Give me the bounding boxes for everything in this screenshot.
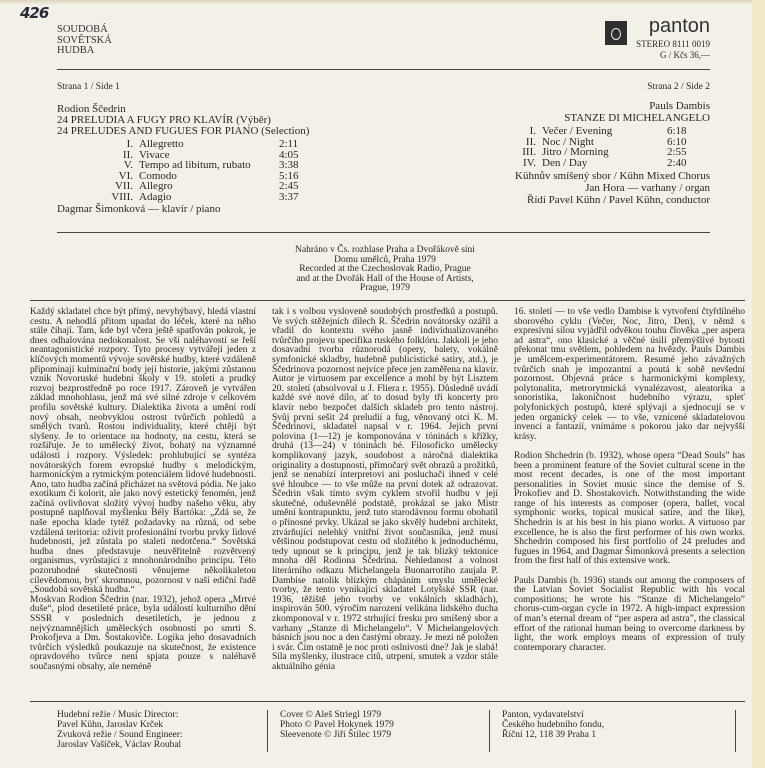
track-duration: 6:10 (667, 135, 687, 148)
performer: Řídí Pavel Kühn / Pavel Kühn, conductor (526, 194, 710, 206)
note-paragraph: tak i s volbou vysloveně soudobých prostředků a postupů. Ve svých stěžejních dílech R. Ščedrin novátorsky ozářil a vřadil do kontextu svého jasně individualizovaného tvůrčího projevu specifika ruského folklóru. Jakkoli je jeho dosavadní tvorba různorodá (opery, balety, vokálně symfonické skladby, hudebně publicistické satiry, atd.), je Ščedrinova pozornost nejvíce přece jen zaměřena na klavír. Autor je virtuosem par excellence a mohl by být Lisztem 20. století (absolvoval u J. Fliera r. 1955). Důsledně uvádí každé své nové dílo, ať to dosud byly tři koncerty pro klavír nebo bezpočet dalších skladeb pro tento nástroj. Svůj první sešit 24 preludií a fug, věnovaný otci K. M. Ščedrinovi, skladatel napsal v r. 1964. Jejich první polovina (1—12) je komponována v tóninách s křížky, druhá (13—24) v tóninách bé. Filosoficko umělecky komplikovaný jazyk, soudobost a náročná dialektika originality a dostupnosti, přímočarý svět obrazů a prožitků, jenž se nenabízí interpretovi ani posluchači ihned v celé své hloubce — to vše může na první dotek až odrazovat. Ščedrin však tímto svým cyklem stvořil hudbu v její skutečné, oduševnělé podstatě, prokázal se jako Mistr umění kontrapunktu, jenž tuto starodávnou formu obohatil o přínosné prvky. Ukázal se jako skvělý hudební architekt, ztvárňující nelehký vnitřní život současníka, jenž musí většinou podstupovat cestu od složitého k jednoduchému, tedy upnout se k principu, jenž je tak blízký tektonice mnoha děl Rodiona Ščedrina. Nehledanost a volnost literárního odkazu Michelangela Buonarrotiho zaujala P. Dambise natolik blízkým chápáním smyslu umělecké tvorby, že tento vynikající skladatel Lotyšské SSR (nar. 1936, těžiště jeho tvorby ve vokálních skladbách), inspirován 500. výročím narození velikána lidského ducha zkomponoval v r. 1972 strhující fresku pro smíšený sbor a varhany „Stanze di Michelangelo“. V Michelangelových básních jsou noc a den častými obrazy. Je mezi ně položen i svár. Čím ostatně je noc proti oslnivosti dne? Jak je slabá! Síla myšlenky, ilustrace citů, utrpení, smutek a vzdor stále aktuálního génia (272, 307, 498, 672)
credit-line: Pavel Kühn, Jaroslav Krček (57, 720, 164, 730)
credit-line: Říční 12, 118 39 Praha 1 (502, 730, 597, 740)
recording-info (250, 246, 520, 294)
credit-line: Cover © Aleš Striegl 1979 (280, 710, 382, 720)
sleeve-edge-strip (752, 0, 765, 768)
track-number: VII. (114, 180, 133, 192)
composer: Rodion Ščedrin (57, 103, 126, 115)
series-line: HUDBA (57, 45, 95, 56)
work-title: STANZE DI MICHELANGELO (564, 112, 710, 124)
track-title: Allegretto (139, 138, 184, 150)
sleeve-notes-col3 (514, 308, 745, 653)
sleeve-notes-col1 (30, 308, 256, 673)
recording-line: and at the Dvořák Hall of the House of Artists, (296, 273, 474, 284)
divider (57, 232, 710, 233)
note-paragraph: Rodion Shchedrin (b. 1932), whose opera “Dead Souls” has been a prominent feature of the Soviet cultural scene in the most recent decades, is one of the most important personalities in Soviet music since the demise of S. Prokofiev and D. Shostakovich. Notwithstanding the wide range of his interests as composer (opera, ballet, vocal symphonic works, topical musical satire, and the like), Shchedrin is at his best in his piano works. A virtuoso par excellence, he is also the first performer of his own works. Shchedrin composed his first portfolio of 24 preludes and fugues in 1964, and Dagmar Šimonková presents a selection from the first half of this extensive work. (514, 450, 745, 567)
divider (267, 710, 268, 752)
track-number: I. (126, 138, 133, 150)
divider (735, 710, 736, 752)
side2-heading: Strana 2 / Side 2 (647, 82, 710, 92)
handwritten-number: 426 (20, 4, 49, 22)
track-title: Comodo (139, 169, 177, 182)
track-duration: 2:40 (667, 156, 687, 169)
work-title-cz: 24 PRELUDIA A FUGY PRO KLAVÍR (Výběr) (57, 114, 271, 126)
note-paragraph: Moskvan Rodion Ščedrin (nar. 1932), jehož opera „Mrtvé duše“, plod desetileté práce, byla událostí kulturního dění SSSR v posledních desetiletích, je jednou z nejvýznamnějších uměleckých osobností po smrti S. Prokofjeva a Dm. Šostakoviče. Logika jeho dosavadních tvůrčích výsledků poukazuje na skutečnost, že existence opravdového tvůrce není spjata pouze s naléhavě současnými obsahy, ale neméně (30, 594, 256, 672)
composer: Pauls Dambis (649, 100, 710, 112)
recording-line: Prague, 1979 (359, 283, 411, 294)
panton-logo (605, 15, 710, 60)
track-title: Den / Day (542, 156, 588, 169)
credit-line: Zvuková režie / Sound Engineer: (57, 730, 183, 740)
track-duration: 2:11 (279, 138, 299, 150)
track-number: II. (122, 148, 133, 161)
track-title: Allegro (139, 180, 173, 192)
series-title (57, 25, 112, 57)
track-title: Adagio (139, 190, 172, 203)
recording-line: Recorded at the Czechoslovak Radio, Prague (299, 264, 471, 275)
note-paragraph: Každý skladatel chce být přímý, nevyhýbavý, hledá vlastní cestu. A nehodlá přitom upadat do léček, které na něho stále číhají. Tam, kde byl včera ještě spatřován pokrok, je dnes odhalována nedokonalost. Se vší naléhavostí se řeší neantagonistické rozpory. Tyto procesy vytvářejí jeden z klíčových momentů vývoje sovětské hudby, které vzdáleně připomínají kulminační body její historie, jakými zůstanou vznik Novoruské hudební školy v 19. století a prudký rozvoj bezprostředně po roce 1917. Zároveň je vytvářen základ mnohohlasu, jenž má své silné zdroje v celkovém profilu sovětské kultury. Dialektika života a umění rodí nový obsah, neobvyklou ostrost tvůrčích pohledů a smělých tvarů. Rostou individuality, které chtějí být slyšeny. Je to orientace na hodnoty, na cestu, která se rozšiřuje. Je to umělecký život, bohatý na významné události i rozpory. Výsledek: prohlubující se syntéza novátorských forem evropské hudby s melodickým, harmonickým a rytmickým potenciálem lidové hudebnosti. Ano, tato hudba začíná přicházet na světová pódia. Ne jako exotikum či kolorit, ale jako nový estetický fenomén, jenž začíná ovlivňovat složitý vývoj hudby našeho věku, aby postupně naplňoval myšlenku Bély Bartóka: „Zdá se, že naše epocha klade tytéž požadavky na různá, od sebe vzdálená teritoria: oživit profesionální tvorbu prvky lidové hudebnosti, jež zůstala po staletí nedotčena.“ Sovětská hudba dnes představuje neuvěřitelně rozvětvený organismus, vyrůstající z mnohonárodního principu. Této pozoruhodné skutečnosti věnujeme několikaletou cílevědomou, byť skromnou, pozornost v naší ediční řadě „Soudobá sovětská hudba.“ (30, 307, 256, 596)
track-row (97, 181, 299, 192)
divider (489, 710, 490, 752)
label-name: panton (648, 15, 710, 37)
performer: Dagmar Šimonková — klavír / piano (57, 203, 221, 215)
track-title: Večer / Evening (542, 125, 613, 137)
track-duration: 2:45 (279, 180, 299, 192)
note-paragraph: 16. století — to vše vedlo Dambise k vytvoření čtyřdílného sborového cyklu (Večer, Noc, Jitro, Den), v němž s expresivní silou vyjádřil odvěkou touhu člověka „per aspera ad astra“, ono klasické a věčné úsilí přemýšlivé bytosti překonat tmu světlem, pohledem na hvězdy. Pauls Dambis je umělcem-experimentátorem. Resumé jeho závažných tvůrčích snah je impozantní a poutá k sobě nevšední pozornost. Objevná práce s harmonickými komplexy, polytonalita, metrorytmická vynalézavost, aleatorika a sonoristika, lakoničnost hudebního výrazu, spleť polyfonických postupů, které splývají a sjednocují se v jeden organický celek — to vše, vznícené skladatelovou invencí a fantazií, vnímáme s pokorou jako dar nejvyšší krásy. (514, 307, 745, 442)
recording-line: Nahráno v Čs. rozhlase Praha a Dvořákově síni (295, 245, 475, 255)
track-list (97, 139, 299, 202)
track-duration: 2:55 (667, 146, 687, 158)
track-list (500, 126, 687, 168)
track-row (97, 160, 299, 171)
catalog-number: STEREO 8111 0019 (636, 39, 710, 49)
track-row (500, 158, 687, 169)
track-row (97, 139, 299, 150)
performer: Jan Hora — varhany / organ (585, 182, 710, 194)
track-number: VI. (118, 169, 133, 182)
track-duration: 3:38 (279, 159, 299, 171)
track-row (97, 192, 299, 203)
track-number: IV. (523, 156, 536, 169)
track-duration: 6:18 (667, 125, 687, 137)
track-title: Tempo ad libitum, rubato (139, 159, 251, 171)
track-title: Vivace (139, 148, 170, 161)
panton-logo-icon (605, 21, 627, 45)
track-number: I. (529, 125, 536, 137)
sleeve-notes-col2 (272, 308, 498, 673)
sleeve-edge (0, 0, 752, 5)
track-row (500, 147, 687, 158)
track-duration: 5:16 (279, 169, 299, 182)
credit-line: Českého hudebního fondu, (502, 720, 605, 730)
track-number: III. (522, 146, 536, 158)
series-line: SOUDOBÁ (57, 24, 108, 35)
performer: Kühnův smíšený sbor / Kühn Mixed Chorus (515, 170, 710, 182)
track-duration: 3:37 (279, 190, 299, 203)
credit-line: Panton, vydavatelství (502, 710, 584, 720)
divider (57, 69, 710, 70)
price: G / Kčs 36,— (660, 50, 710, 60)
side1-heading: Strana 1 / Side 1 (57, 82, 120, 92)
track-number: II. (525, 135, 536, 148)
production-credits (57, 710, 183, 750)
credit-line: Hudební režie / Music Director: (57, 710, 179, 720)
credit-line: Photo © Pavel Hokynek 1979 (280, 720, 394, 730)
recording-line: Domu umělců, Praha 1979 (334, 254, 436, 265)
divider (30, 300, 745, 301)
publisher-info (502, 710, 604, 740)
note-paragraph: Pauls Dambis (b. 1936) stands out among the composers of the Latvian Soviet Socialist Republic with his vocal compositions; he wrote his “Stanze di Michelangelo” chorus-cum-organ cycle in 1972. A high-impact expression of man’s eternal dream of “per aspera ad astra”, the classical effort of the rational human being to overcome darkness by light, the work employs means of expression of truly contemporary character. (514, 575, 745, 653)
side2-program (470, 100, 710, 206)
track-number: VIII. (111, 190, 133, 203)
divider (30, 701, 745, 702)
credit-line: Sleevenote © Jiří Štilec 1979 (280, 730, 392, 740)
track-title: Jitro / Morning (542, 146, 609, 158)
track-row (500, 126, 687, 137)
track-duration: 4:05 (279, 148, 299, 161)
series-line: SOVĚTSKÁ (57, 34, 112, 46)
side1-program (57, 104, 309, 215)
track-title: Noc / Night (542, 135, 594, 148)
work-title-en: 24 PRELUDES AND FUGUES FOR PIANO (Selection) (57, 125, 310, 137)
credit-line: Jaroslav Vašíček, Václav Roubal (57, 740, 182, 750)
art-credits (280, 710, 394, 740)
track-number: V. (123, 159, 133, 171)
